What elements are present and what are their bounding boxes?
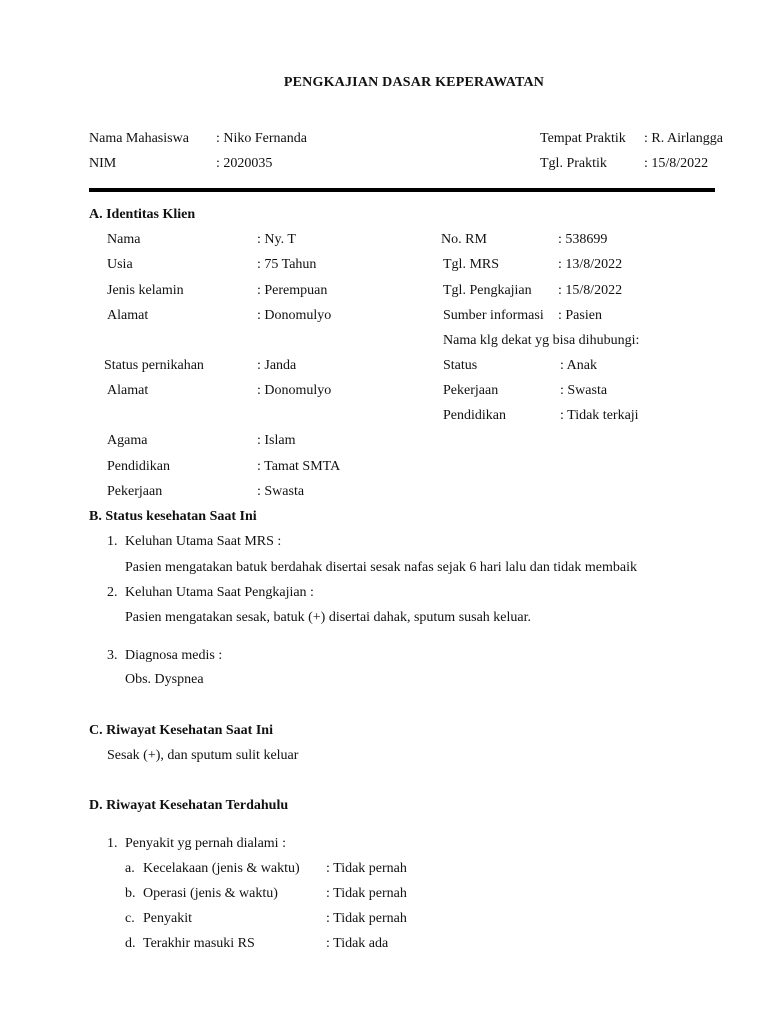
item-label: Keluhan Utama Saat MRS : [125, 534, 282, 549]
section-c-text: Sesak (+), dan sputum sulit keluar [107, 748, 299, 763]
identity-value: : Anak [560, 358, 597, 373]
identity-value: : Ny. T [257, 232, 296, 247]
item-label: Diagnosa medis : [125, 648, 223, 663]
section-d-heading: D. Riwayat Kesehatan Terdahulu [89, 798, 289, 813]
identity-value: : Tamat SMTA [257, 459, 341, 474]
sub-item-value: : Tidak ada [326, 936, 389, 951]
identity-label: Tgl. Pengkajian [443, 283, 532, 298]
identity-value: : 13/8/2022 [558, 257, 623, 272]
identity-value: : 538699 [558, 232, 608, 247]
identity-label: Jenis kelamin [107, 283, 184, 298]
identity-label: Status [443, 358, 478, 373]
sub-item-label: Operasi (jenis & waktu) [143, 886, 278, 901]
item-number: 3. [107, 648, 118, 663]
tempat-value: : R. Airlangga [644, 131, 723, 146]
tempat-label: Tempat Praktik [540, 131, 626, 146]
item-number: 1. [107, 836, 118, 851]
sub-item-value: : Tidak pernah [326, 886, 407, 901]
identity-value: : 75 Tahun [257, 257, 317, 272]
nim-value: : 2020035 [216, 156, 273, 171]
tgl-praktik-value: : 15/8/2022 [644, 156, 709, 171]
identity-value: : Tidak terkaji [560, 408, 639, 423]
sub-item-label: Kecelakaan (jenis & waktu) [143, 861, 300, 876]
item-text: Obs. Dyspnea [125, 672, 204, 687]
identity-label: Pendidikan [107, 459, 170, 474]
identity-label: Tgl. MRS [443, 257, 500, 272]
section-c-heading: C. Riwayat Kesehatan Saat Ini [89, 723, 273, 738]
sub-item-letter: a. [125, 861, 135, 876]
identity-value: : 15/8/2022 [558, 283, 623, 298]
item-label: Penyakit yg pernah dialami : [125, 836, 286, 851]
identity-value: : Perempuan [257, 283, 328, 298]
identity-label: No. RM [441, 232, 487, 247]
identity-label: Nama [107, 232, 141, 247]
identity-label: Alamat [107, 383, 149, 398]
identity-label: Pendidikan [443, 408, 506, 423]
identity-value: : Donomulyo [257, 383, 332, 398]
identity-label: Sumber informasi [443, 308, 544, 323]
item-number: 2. [107, 585, 118, 600]
identity-label: Alamat [107, 308, 149, 323]
sub-item-letter: d. [125, 936, 136, 951]
identity-label: Agama [107, 433, 148, 448]
mahasiswa-value: : Niko Fernanda [216, 131, 307, 146]
page-title: PENGKAJIAN DASAR KEPERAWATAN [283, 75, 545, 90]
identity-label: Pekerjaan [107, 484, 163, 499]
section-a-heading: A. Identitas Klien [89, 207, 196, 222]
item-text: Pasien mengatakan batuk berdahak disertai sesak nafas sejak 6 hari lalu dan tidak membaik [125, 560, 637, 575]
identity-value: : Islam [257, 433, 296, 448]
family-contact-note: Nama klg dekat yg bisa dihubungi: [443, 333, 640, 348]
item-label: Keluhan Utama Saat Pengkajian : [125, 585, 314, 600]
sub-item-value: : Tidak pernah [326, 861, 407, 876]
sub-item-letter: c. [125, 911, 135, 926]
header-divider [89, 188, 715, 192]
identity-label: Usia [107, 257, 133, 272]
sub-item-label: Terakhir masuki RS [143, 936, 255, 951]
nim-label: NIM [89, 156, 117, 171]
sub-item-letter: b. [125, 886, 136, 901]
identity-value: : Donomulyo [257, 308, 332, 323]
sub-item-value: : Tidak pernah [326, 911, 407, 926]
identity-value: : Swasta [257, 484, 305, 499]
sub-item-label: Penyakit [143, 911, 192, 926]
item-text: Pasien mengatakan sesak, batuk (+) disertai dahak, sputum susah keluar. [125, 610, 532, 625]
identity-value: : Pasien [558, 308, 602, 323]
section-b-heading: B. Status kesehatan Saat Ini [89, 509, 257, 524]
identity-value: : Janda [257, 358, 297, 373]
item-number: 1. [107, 534, 118, 549]
identity-label: Status pernikahan [104, 358, 204, 373]
identity-value: : Swasta [560, 383, 608, 398]
tgl-praktik-label: Tgl. Praktik [540, 156, 607, 171]
identity-label: Pekerjaan [443, 383, 499, 398]
mahasiswa-label: Nama Mahasiswa [89, 131, 189, 146]
